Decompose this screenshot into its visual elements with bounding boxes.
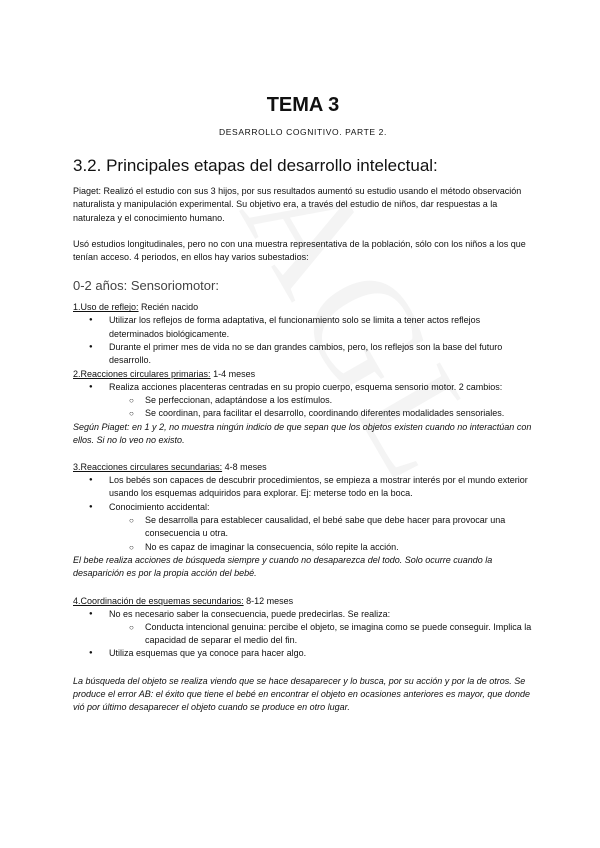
list-item: ● Utiliza esquemas que ya conoce para hacer algo. bbox=[73, 647, 533, 660]
sub-list-item: ○ Se coordinan, para facilitar el desarrollo, coordinando diferentes modalidades sensoriales. bbox=[73, 407, 533, 420]
page-title: TEMA 3 bbox=[266, 94, 340, 116]
list-item-text: Realiza acciones placenteras centradas en su propio cuerpo, esquema sensorio motor. 2 cambios: bbox=[109, 381, 503, 392]
stage-note: El bebe realiza acciones de búsqueda siempre y cuando no desaparezca del todo. Solo ocurre cuando la desaparición es por la propia acción del bebé. bbox=[73, 554, 493, 579]
bullet-list bbox=[73, 381, 533, 421]
sub-bullet-list bbox=[109, 621, 533, 648]
list-item-text: Conocimiento accidental: bbox=[109, 501, 210, 512]
sub-bullet-list bbox=[109, 514, 533, 554]
list-item-text: No es necesario saber la consecuencia, puede predecirlas. Se realiza: bbox=[109, 608, 391, 619]
stage-heading-age: 1-4 meses bbox=[210, 368, 256, 379]
stage-heading bbox=[73, 301, 533, 314]
sub-list-item: ○ No es capaz de imaginar la consecuencia, sólo repite la acción. bbox=[73, 541, 533, 554]
stage-heading-label: 1.Uso de reflejo: bbox=[73, 302, 139, 313]
stage-heading-age: Recién nacido bbox=[138, 302, 199, 313]
stage-3 bbox=[73, 461, 533, 580]
stage-heading bbox=[73, 461, 533, 474]
sub-bullet-list bbox=[109, 394, 533, 421]
stage-2 bbox=[73, 368, 533, 447]
stage-heading-label: 3.Reacciones circulares secundarias: bbox=[73, 462, 223, 473]
document-content bbox=[73, 93, 533, 715]
sub-list-item: ○ Se perfeccionan, adaptándose a los estímulos. bbox=[73, 394, 533, 407]
list-item: ● Durante el primer mes de vida no se dan grandes cambios, pero, los reflejos son la base del futuro desarrollo. bbox=[73, 341, 533, 368]
bullet-list bbox=[73, 314, 533, 367]
list-item bbox=[73, 501, 533, 554]
stage-heading bbox=[73, 368, 533, 381]
stage-heading-age: 4-8 meses bbox=[222, 462, 267, 473]
bullet-list bbox=[73, 474, 533, 554]
list-item: ● Utilizar los reflejos de forma adaptativa, el funcionamiento solo se limita a tener actos reflejos determinados biológicamente. bbox=[73, 314, 533, 341]
stage-note: Según Piaget: en 1 y 2, no muestra ningún indicio de que sepan que los objetos existen cuando no interactúan con ellos. Si no lo veo no existo. bbox=[73, 421, 532, 445]
stage-heading-label: 2.Reacciones circulares primarias: bbox=[73, 368, 211, 379]
intro-paragraph-1: Piaget: Realizó el estudio con sus 3 hijos, por sus resultados aumentó su estudio usando el método observación naturalista y manipulación experimental. Su objetivo era, a través del estudio de niños, dar respuestas a la naturaleza y el conocimiento humano. bbox=[73, 186, 522, 223]
final-note: La búsqueda del objeto se realiza viendo que se hace desaparecer y lo busca, por su acción y por la de otros. Se produce el error AB: el éxito que tiene el bebé en encontrar el objeto en ocasiones anteriores es mayor, que donde vió por último desaparecer el objeto cuando se produce en otro lugar. bbox=[73, 675, 530, 713]
intro-paragraph-2: Usó estudios longitudinales, pero no con una muestra representativa de la población, sólo con los niños a los que tenían acceso. 4 periodos, en ellos hay varios subestadios: bbox=[73, 238, 526, 263]
sub-list-item: ○ Conducta intencional genuina: percibe el objeto, se imagina como se puede conseguir. Implica la capacidad de separar el medio del fin. bbox=[73, 621, 533, 648]
stage-1 bbox=[73, 301, 533, 367]
stage-4 bbox=[73, 595, 533, 661]
stage-heading-label: 4.Coordinación de esquemas secundarios: bbox=[73, 595, 244, 606]
stage-heading-age: 8-12 meses bbox=[243, 595, 294, 606]
list-item bbox=[73, 608, 533, 648]
list-item bbox=[73, 381, 533, 421]
page-subtitle: DESARROLLO COGNITIVO. PARTE 2. bbox=[219, 127, 387, 137]
list-item: ● Los bebés son capaces de descubrir procedimientos, se empieza a mostrar interés por el mundo exterior usando los esquemas adquiridos para explorar. Ej: meterse todo en la boca. bbox=[73, 474, 533, 501]
subsection-title: 0-2 años: Sensoriomotor: bbox=[73, 278, 219, 294]
section-title: 3.2. Principales etapas del desarrollo intelectual: bbox=[73, 156, 438, 175]
bullet-list bbox=[73, 608, 533, 661]
stage-heading bbox=[73, 595, 533, 608]
sub-list-item: ○ Se desarrolla para establecer causalidad, el bebé sabe que debe hacer para provocar una consecuencia u otra. bbox=[73, 514, 533, 541]
